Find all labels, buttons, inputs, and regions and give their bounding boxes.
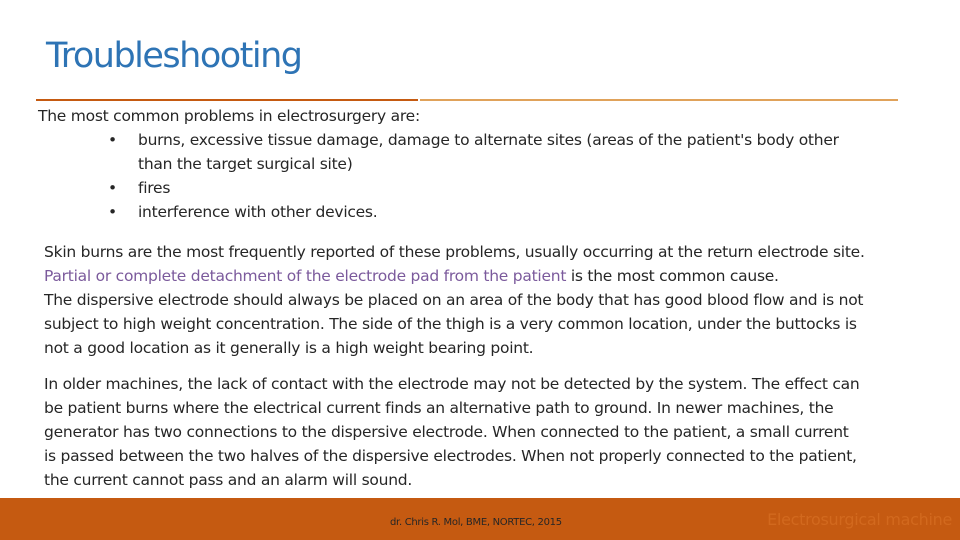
paragraph-line: not a good location as it generally is a high weight bearing point. <box>44 339 534 357</box>
footer-credit: dr. Chris R. Mol, BME, NORTEC, 2015 <box>390 517 562 528</box>
problem-list <box>108 128 839 224</box>
title-underline-dark <box>36 99 418 101</box>
list-item <box>108 176 839 200</box>
list-item-text: than the target surgical site) <box>138 155 353 173</box>
skin-burns-paragraph <box>44 240 865 360</box>
footer-topic: Electrosurgical machine <box>767 510 952 529</box>
bullet-icon: • <box>108 179 117 197</box>
intro-text: The most common problems in electrosurgery are: <box>38 107 420 125</box>
paragraph-line: be patient burns where the electrical current finds an alternative path to ground. In newer machines, the <box>44 399 834 417</box>
paragraph-line-rest: is the most common cause. <box>566 267 779 285</box>
bullet-icon: • <box>108 131 117 149</box>
list-item-text: fires <box>138 179 171 197</box>
list-item-text: interference with other devices. <box>138 203 378 221</box>
paragraph-line: the current cannot pass and an alarm will sound. <box>44 471 413 489</box>
older-machines-paragraph <box>44 372 859 492</box>
paragraph-line: is passed between the two halves of the dispersive electrodes. When not properly connected to the patient, <box>44 447 857 465</box>
page-title: Troubleshooting <box>46 36 302 76</box>
bullet-icon: • <box>108 203 117 221</box>
paragraph-line: Skin burns are the most frequently reported of these problems, usually occurring at the return electrode site. <box>44 243 865 261</box>
list-item <box>108 128 839 176</box>
paragraph-line: generator has two connections to the dispersive electrode. When connected to the patient, a small current <box>44 423 849 441</box>
paragraph-line: In older machines, the lack of contact with the electrode may not be detected by the system. The effect can <box>44 375 860 393</box>
paragraph-line: subject to high weight concentration. The side of the thigh is a very common location, under the buttocks is <box>44 315 857 333</box>
highlighted-cause: Partial or complete detachment of the electrode pad from the patient <box>44 267 567 285</box>
list-item-text: burns, excessive tissue damage, damage to alternate sites (areas of the patient's body other <box>138 131 839 149</box>
paragraph-line: The dispersive electrode should always be placed on an area of the body that has good blood flow and is not <box>44 291 864 309</box>
paragraph-line <box>44 264 865 288</box>
title-underline-light <box>420 99 898 101</box>
list-item <box>108 200 839 224</box>
